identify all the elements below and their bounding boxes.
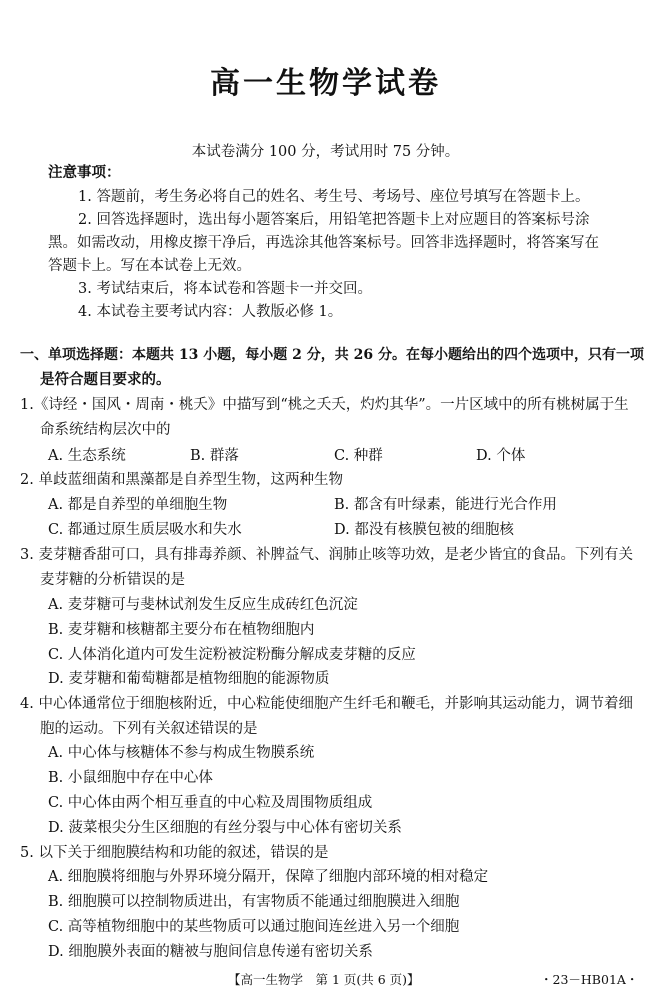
page-footer: 【高一生物学 第 1 页(共 6 页)】 <box>228 972 420 987</box>
option-a: A. 生态系统 <box>48 448 126 464</box>
option-b: B. 群落 <box>190 448 239 464</box>
option-b: B. 小鼠细胞中存在中心体 <box>48 770 213 786</box>
exam-subtitle: 本试卷满分 100 分，考试用时 75 分钟。 <box>191 144 460 160</box>
question-stem: 胞的运动。下列有关叙述错误的是 <box>40 721 258 737</box>
question-stem: 4. 中心体通常位于细胞核附近，中心粒能使细胞产生纤毛和鞭毛，并影响其运动能力，调节着细 <box>20 696 633 712</box>
option-a: A. 中心体与核糖体不参与构成生物膜系统 <box>48 745 315 761</box>
notice-line: 4. 本试卷主要考试内容：人教版必修 1。 <box>78 304 343 320</box>
option-d: D. 菠菜根尖分生区细胞的有丝分裂与中心体有密切关系 <box>48 820 402 836</box>
option-b: B. 都含有叶绿素，能进行光合作用 <box>334 497 557 513</box>
notice-heading: 注意事项： <box>48 164 121 181</box>
option-c: C. 都通过原生质层吸水和失水 <box>48 522 242 538</box>
notice-line: 1. 答题前，考生务必将自己的姓名、考生号、考场号、座位号填写在答题卡上。 <box>78 189 590 205</box>
option-b: B. 麦芽糖和核糖都主要分布在植物细胞内 <box>48 622 315 638</box>
paper-code: ・23－HB01A・ <box>540 972 639 987</box>
question-stem: 3. 麦芽糖香甜可口，具有排毒养颜、补脾益气、润肺止咳等功效，是老少皆宜的食品。下列有关 <box>20 547 633 563</box>
question-stem: 1.《诗经・国风・周南・桃夭》中描写到“桃之夭夭，灼灼其华”。一片区域中的所有桃树属于生 <box>20 397 629 413</box>
notice-line: 2. 回答选择题时，选出每小题答案后，用铅笔把答题卡上对应题目的答案标号涂 <box>78 212 590 228</box>
option-a: A. 都是自养型的单细胞生物 <box>48 497 228 513</box>
section-heading-cont: 是符合题目要求的。 <box>40 371 171 388</box>
exam-title: 高一生物学试卷 <box>210 66 441 101</box>
notice-line: 黑。如需改动，用橡皮擦干净后，再选涂其他答案标号。回答非选择题时，将答案写在 <box>48 235 599 251</box>
option-c: C. 高等植物细胞中的某些物质可以通过胞间连丝进入另一个细胞 <box>48 919 460 935</box>
option-d: D. 都没有核膜包被的细胞核 <box>334 522 514 538</box>
notice-line: 答题卡上。写在本试卷上无效。 <box>48 258 251 274</box>
section-heading: 一、单项选择题：本题共 13 小题，每小题 2 分，共 26 分。在每小题给出的四个选项中，只有一项 <box>20 347 644 363</box>
option-d: D. 细胞膜外表面的糖被与胞间信息传递有密切关系 <box>48 944 373 960</box>
question-stem: 麦芽糖的分析错误的是 <box>40 572 185 588</box>
option-b: B. 细胞膜可以控制物质进出，有害物质不能通过细胞膜进入细胞 <box>48 894 460 910</box>
notice-line: 3. 考试结束后，将本试卷和答题卡一并交回。 <box>78 281 372 297</box>
option-c: C. 人体消化道内可发生淀粉被淀粉酶分解成麦芽糖的反应 <box>48 647 416 663</box>
question-stem: 命系统结构层次中的 <box>40 422 171 438</box>
option-c: C. 种群 <box>334 448 383 464</box>
question-stem: 2. 单歧蓝细菌和黑藻都是自养型生物，这两种生物 <box>20 472 343 488</box>
question-stem: 5. 以下关于细胞膜结构和功能的叙述，错误的是 <box>20 845 329 861</box>
option-d: D. 个体 <box>476 448 526 464</box>
option-a: A. 细胞膜将细胞与外界环境分隔开，保障了细胞内部环境的相对稳定 <box>48 869 489 885</box>
option-c: C. 中心体由两个相互垂直的中心粒及周围物质组成 <box>48 795 373 811</box>
option-d: D. 麦芽糖和葡萄糖都是植物细胞的能源物质 <box>48 671 330 687</box>
option-a: A. 麦芽糖可与斐林试剂发生反应生成砖红色沉淀 <box>48 597 358 613</box>
